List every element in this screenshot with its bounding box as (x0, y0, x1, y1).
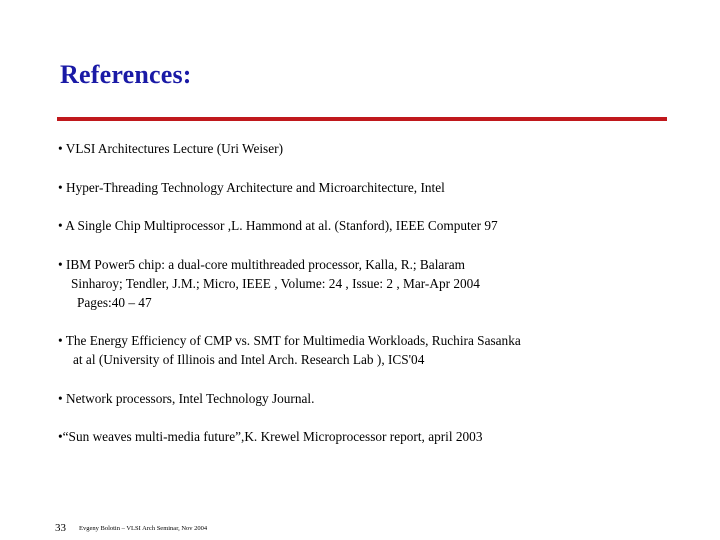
reference-line: • Network processors, Intel Technology Journal. (58, 391, 315, 406)
reference-item (58, 216, 498, 235)
reference-line: • IBM Power5 chip: a dual-core multithreaded processor, Kalla, R.; Balaram (58, 257, 465, 272)
page-number: 33 (55, 522, 66, 534)
reference-line: • Hyper-Threading Technology Architecture and Microarchitecture, Intel (58, 180, 445, 195)
reference-line: Pages:40 – 47 (77, 295, 152, 310)
reference-item (58, 178, 445, 197)
reference-item (58, 255, 480, 312)
footer-caption: Evgeny Bolotin – VLSI Arch Seminar, Nov 2004 (79, 525, 208, 532)
reference-item (58, 331, 521, 369)
reference-line: • A Single Chip Multiprocessor ,L. Hammond at al. (Stanford), IEEE Computer 97 (58, 218, 498, 233)
reference-item (58, 427, 482, 446)
reference-item (58, 389, 314, 408)
reference-line: • VLSI Architectures Lecture (Uri Weiser) (58, 141, 283, 156)
reference-line: at al (University of Illinois and Intel Arch. Research Lab ), ICS'04 (73, 352, 425, 367)
reference-line: • The Energy Efficiency of CMP vs. SMT for Multimedia Workloads, Ruchira Sasanka (58, 333, 521, 348)
reference-line: •“Sun weaves multi-media future”,K. Krewel Microprocessor report, april 2003 (58, 429, 483, 444)
reference-line: Sinharoy; Tendler, J.M.; Micro, IEEE , Volume: 24 , Issue: 2 , Mar-Apr 2004 (71, 276, 480, 291)
title-divider (57, 117, 667, 121)
reference-item (58, 139, 283, 158)
slide-title: References: (60, 60, 192, 89)
